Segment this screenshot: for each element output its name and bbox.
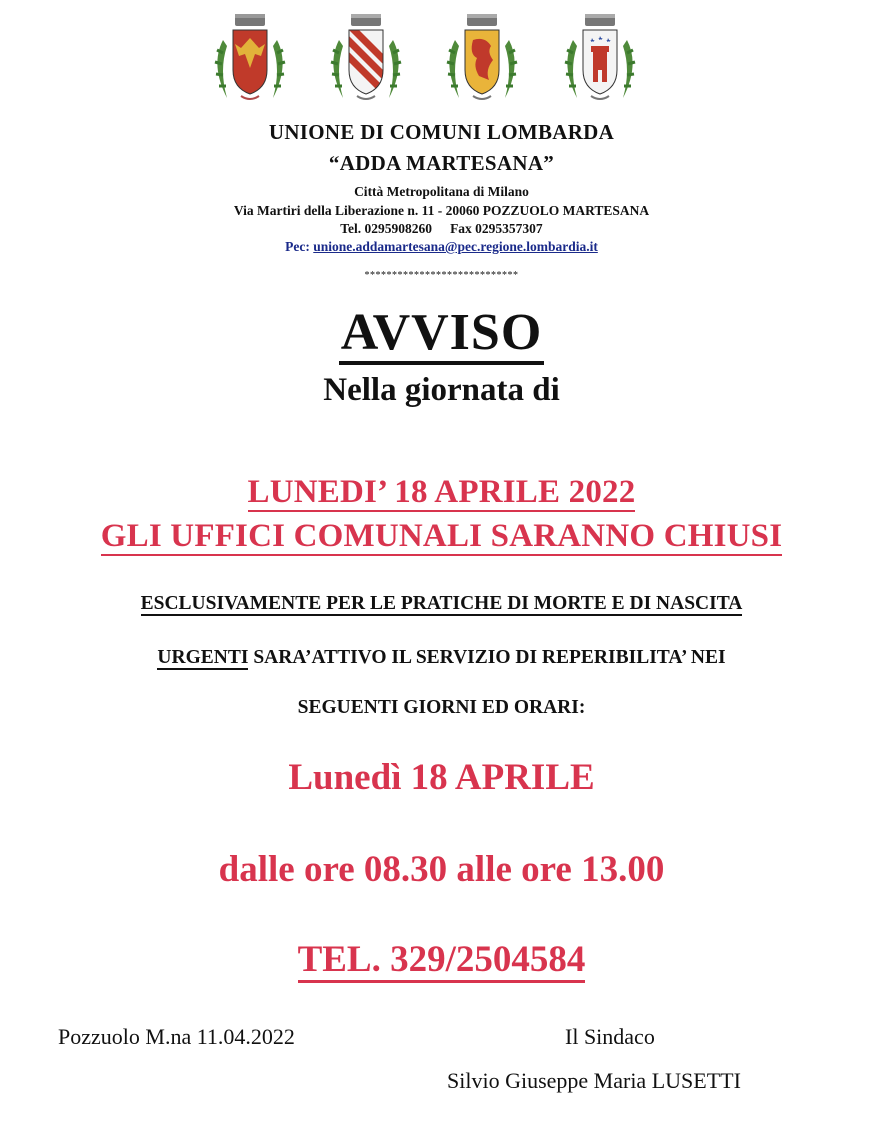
crest-tower-icon: [555, 10, 645, 110]
crest-lion-icon: [437, 10, 527, 110]
closure-date-text: LUNEDI’ 18 APRILE 2022: [247, 474, 636, 510]
crests-row: [205, 10, 645, 110]
body-line-2: [0, 647, 883, 669]
address-line: Via Martiri della Liberazione n. 11 - 20060 POZZUOLO MARTESANA: [233, 203, 650, 218]
body-line-2-text: SARA’ATTIVO IL SERVIZIO DI REPERIBILITA’ NEI: [248, 647, 726, 668]
urgent-word: URGENTI: [157, 647, 249, 668]
notice-intro: Nella giornata di: [323, 372, 560, 408]
place-date: Pozzuolo M.na 11.04.2022: [58, 1024, 295, 1049]
signer-name: Silvio Giuseppe Maria LUSETTI: [447, 1068, 741, 1093]
service-phone: [0, 938, 883, 981]
crest-eagle-icon: [205, 10, 295, 110]
signer-role: Il Sindaco: [565, 1024, 655, 1049]
closure-date: [0, 474, 883, 511]
closure-message: [0, 518, 883, 555]
pec-label: Pec:: [285, 239, 310, 254]
service-hours: dalle ore 08.30 alle ore 13.00: [218, 849, 665, 890]
pec-line: [0, 239, 883, 255]
contact-line: [0, 221, 883, 237]
notice-title-text: AVVISO: [339, 304, 545, 365]
union-title: UNIONE DI COMUNI LOMBARDA: [268, 120, 615, 144]
service-phone-text: TEL. 329/2504584: [298, 939, 586, 983]
city-line: Città Metropolitana di Milano: [354, 184, 529, 199]
service-day: Lunedì 18 APRILE: [288, 757, 595, 798]
fax-number: Fax 0295357307: [450, 221, 543, 236]
separator: ****************************: [364, 270, 519, 281]
notice-title: [0, 303, 883, 362]
tel-number: Tel. 0295908260: [340, 221, 433, 236]
closure-message-text: GLI UFFICI COMUNALI SARANNO CHIUSI: [100, 518, 783, 554]
pec-email-link[interactable]: unione.addamartesana@pec.regione.lombardia.it: [313, 239, 598, 254]
body-line-1-text: ESCLUSIVAMENTE PER LE PRATICHE DI MORTE E DI NASCITA: [140, 593, 743, 614]
body-line-1: [0, 593, 883, 615]
union-name: “ADDA MARTESANA”: [328, 151, 555, 175]
crest-stripes-icon: [321, 10, 411, 110]
body-line-3: SEGUENTI GIORNI ED ORARI:: [297, 697, 586, 718]
